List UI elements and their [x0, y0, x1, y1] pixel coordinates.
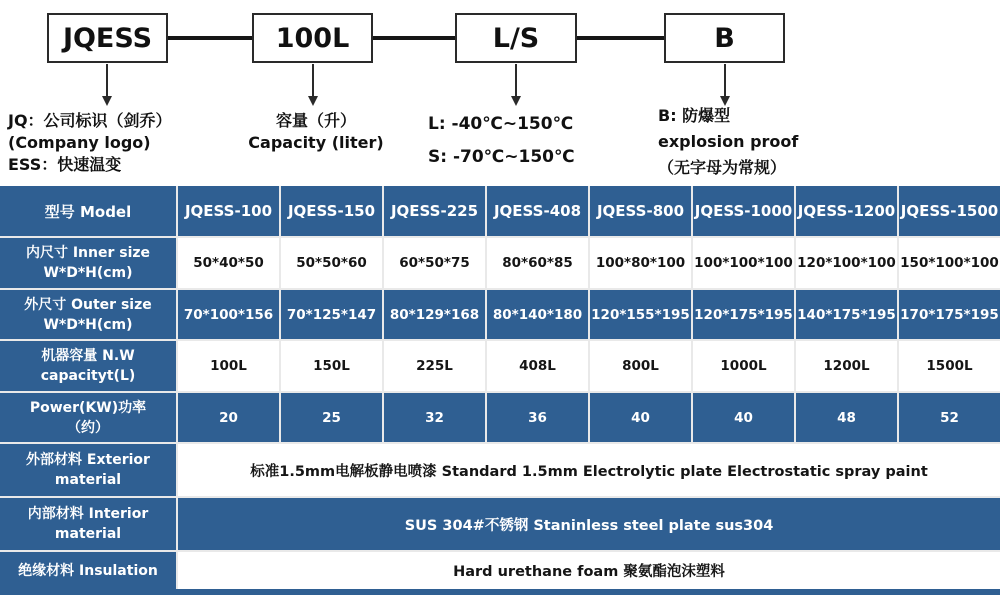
- spec-value-cell: 70*125*147: [281, 290, 382, 339]
- spec-value-cell: 100*80*100: [590, 238, 691, 288]
- down-arrow-icon: [724, 64, 726, 98]
- note-line: ESS：快速温变: [8, 155, 122, 174]
- model-column-header: JQESS-1200: [796, 186, 897, 236]
- row-label-line: 外部材料 Exterior: [26, 452, 150, 468]
- model-header-cell: 型号 Model: [0, 186, 176, 236]
- row-label-line: Power(KW)功率: [29, 399, 147, 416]
- model-code-box-temp-range: L/S: [455, 13, 577, 63]
- model-column-header: JQESS-150: [281, 186, 382, 236]
- spec-value-cell: 100L: [178, 341, 279, 391]
- down-arrow-icon: [515, 64, 517, 98]
- down-arrow-icon: [312, 64, 314, 98]
- note-line: B: 防爆型: [658, 106, 731, 125]
- spec-value-cell: 25: [281, 393, 382, 442]
- spec-value-cell: 50*50*60: [281, 238, 382, 288]
- note-line: S: -70℃~150℃: [428, 147, 575, 167]
- row-label-line: capacityt(L): [40, 368, 136, 384]
- spec-value-cell: 150L: [281, 341, 382, 391]
- note-line: Capacity (liter): [248, 133, 384, 152]
- row-label-line: W*D*H(cm): [43, 316, 133, 333]
- connector-line: [168, 36, 252, 40]
- merged-value-cell: 标准1.5mm电解板静电喷漆 Standard 1.5mm Electrolytic plate Electrostatic spray paint: [178, 444, 1000, 496]
- spec-value-cell: 80*140*180: [487, 290, 588, 339]
- row-label-cell: [0, 393, 176, 442]
- row-label-cell: [0, 290, 176, 339]
- spec-value-cell: 50*40*50: [178, 238, 279, 288]
- model-column-header: JQESS-800: [590, 186, 691, 236]
- note-line: （无字母为常规）: [658, 158, 787, 177]
- spec-value-cell: 170*175*195: [899, 290, 1000, 339]
- model-column-header: JQESS-1500: [899, 186, 1000, 236]
- model-column-header: JQESS-408: [487, 186, 588, 236]
- spec-value-cell: 225L: [384, 341, 485, 391]
- model-column-header: JQESS-1000: [693, 186, 794, 236]
- spec-value-cell: 1500L: [899, 341, 1000, 391]
- spec-value-cell: 80*60*85: [487, 238, 588, 288]
- spec-value-cell: 1000L: [693, 341, 794, 391]
- spec-value-cell: 140*175*195: [796, 290, 897, 339]
- row-label-line: （约）: [67, 419, 109, 436]
- row-label-cell: [0, 238, 176, 288]
- connector-line: [373, 36, 455, 40]
- note-explosion-proof: [658, 103, 798, 181]
- merged-value-cell: Hard urethane foam 聚氨酯泡沫塑料: [178, 552, 1000, 589]
- spec-value-cell: 80*129*168: [384, 290, 485, 339]
- row-label-cell: [0, 444, 176, 496]
- note-line: explosion proof: [658, 132, 799, 151]
- note-line: 容量（升）: [275, 111, 356, 130]
- note-company-logo: [8, 110, 172, 176]
- row-label-line: 绝缘材料 Insulation: [18, 562, 158, 579]
- note-line: JQ：公司标识（剑乔）: [8, 111, 172, 130]
- spec-value-cell: 20: [178, 393, 279, 442]
- row-label-line: 外尺寸 Outer size: [24, 296, 152, 313]
- down-arrow-icon: [102, 96, 112, 106]
- down-arrow-icon: [308, 96, 318, 106]
- spec-value-cell: 120*175*195: [693, 290, 794, 339]
- spec-value-cell: 36: [487, 393, 588, 442]
- spec-value-cell: 60*50*75: [384, 238, 485, 288]
- row-label-line: 内尺寸 Inner size: [25, 245, 151, 261]
- connector-line: [577, 36, 664, 40]
- merged-value-cell: SUS 304#不锈钢 Staninless steel plate sus304: [178, 498, 1000, 550]
- row-label-cell: [0, 498, 176, 550]
- model-column-header: JQESS-225: [384, 186, 485, 236]
- row-label-line: 内部材料 Interior: [27, 506, 149, 522]
- spec-value-cell: 52: [899, 393, 1000, 442]
- spec-value-cell: 100*100*100: [693, 238, 794, 288]
- note-capacity: [230, 110, 402, 154]
- row-label-line: W*D*H(cm): [43, 265, 133, 281]
- spec-value-cell: 40: [590, 393, 691, 442]
- model-code-box-explosion: B: [664, 13, 785, 63]
- note-line: L: -40℃~150℃: [428, 114, 574, 134]
- spec-value-cell: 150*100*100: [899, 238, 1000, 288]
- spec-value-cell: 408L: [487, 341, 588, 391]
- table-bottom-border: [0, 589, 1000, 595]
- spec-value-cell: 800L: [590, 341, 691, 391]
- model-column-header: JQESS-100: [178, 186, 279, 236]
- spec-value-cell: 120*155*195: [590, 290, 691, 339]
- note-temp-range: [428, 108, 575, 174]
- spec-value-cell: 40: [693, 393, 794, 442]
- down-arrow-icon: [106, 64, 108, 98]
- note-line: (Company logo): [8, 133, 151, 152]
- spec-value-cell: 70*100*156: [178, 290, 279, 339]
- spec-value-cell: 1200L: [796, 341, 897, 391]
- down-arrow-icon: [511, 96, 521, 106]
- spec-value-cell: 32: [384, 393, 485, 442]
- model-code-box-capacity: 100L: [252, 13, 373, 63]
- row-label-cell: [0, 552, 176, 589]
- model-code-box-jqess: JQESS: [47, 13, 168, 63]
- spec-value-cell: 120*100*100: [796, 238, 897, 288]
- row-label-cell: [0, 341, 176, 391]
- row-label-line: material: [54, 526, 122, 542]
- row-label-line: 机器容量 N.W: [41, 348, 135, 364]
- spec-value-cell: 48: [796, 393, 897, 442]
- spec-table: [0, 186, 1000, 589]
- row-label-line: material: [54, 472, 122, 488]
